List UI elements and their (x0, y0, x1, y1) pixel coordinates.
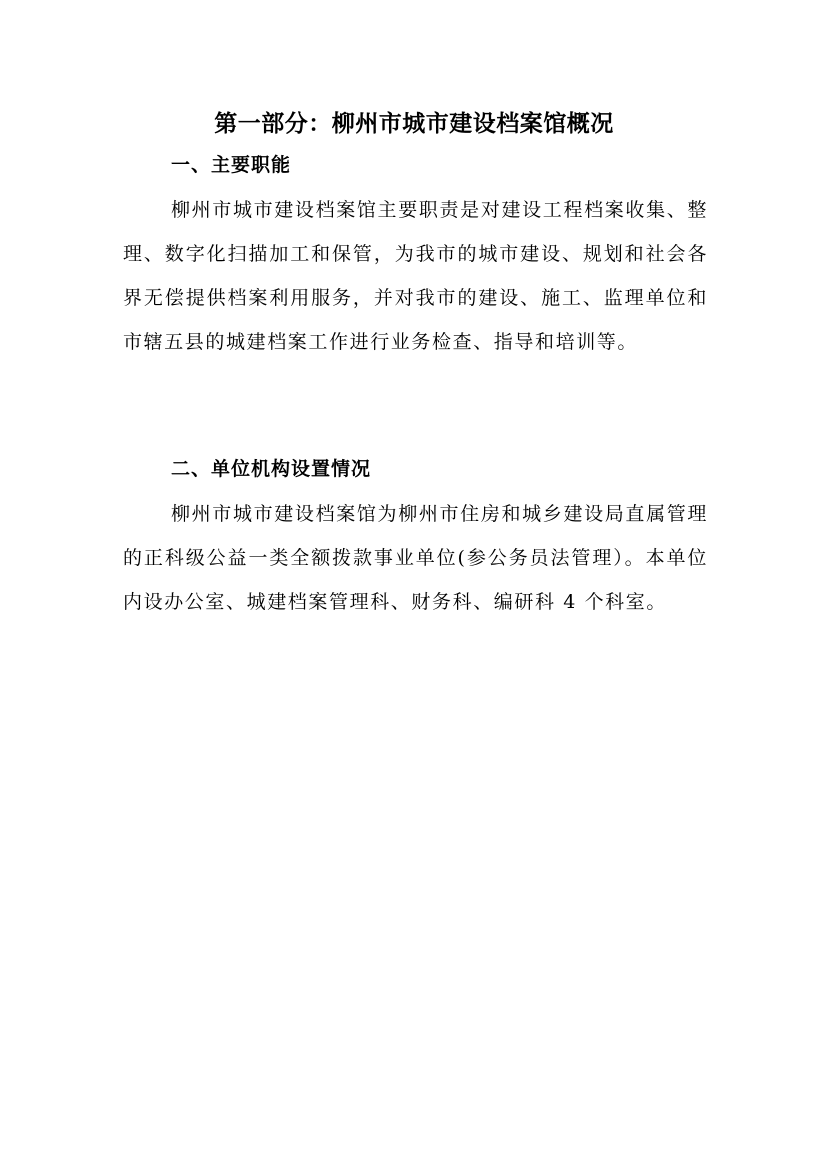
section-body-organization: 柳州市城市建设档案馆为柳州市住房和城乡建设局直属管理的正科级公益一类全额拨款事业单位(参公务员法管理）。本单位内设办公室、城建档案管理科、财务科、编研科 4 个科室。 (123, 503, 708, 613)
document-title: 第一部分：柳州市城市建设档案馆概况 (214, 111, 614, 137)
section-heading-main-functions: 一、主要职能 (171, 154, 292, 176)
section-body-main-functions: 柳州市城市建设档案馆主要职责是对建设工程档案收集、整理、数字化扫描加工和保管，为我市的城市建设、规划和社会各界无偿提供档案利用服务，并对我市的建设、施工、监理单位和市辖五县的城建档案工作进行业务检查、指导和培训等。 (123, 199, 708, 353)
section-heading-organization: 二、单位机构设置情况 (171, 458, 372, 480)
